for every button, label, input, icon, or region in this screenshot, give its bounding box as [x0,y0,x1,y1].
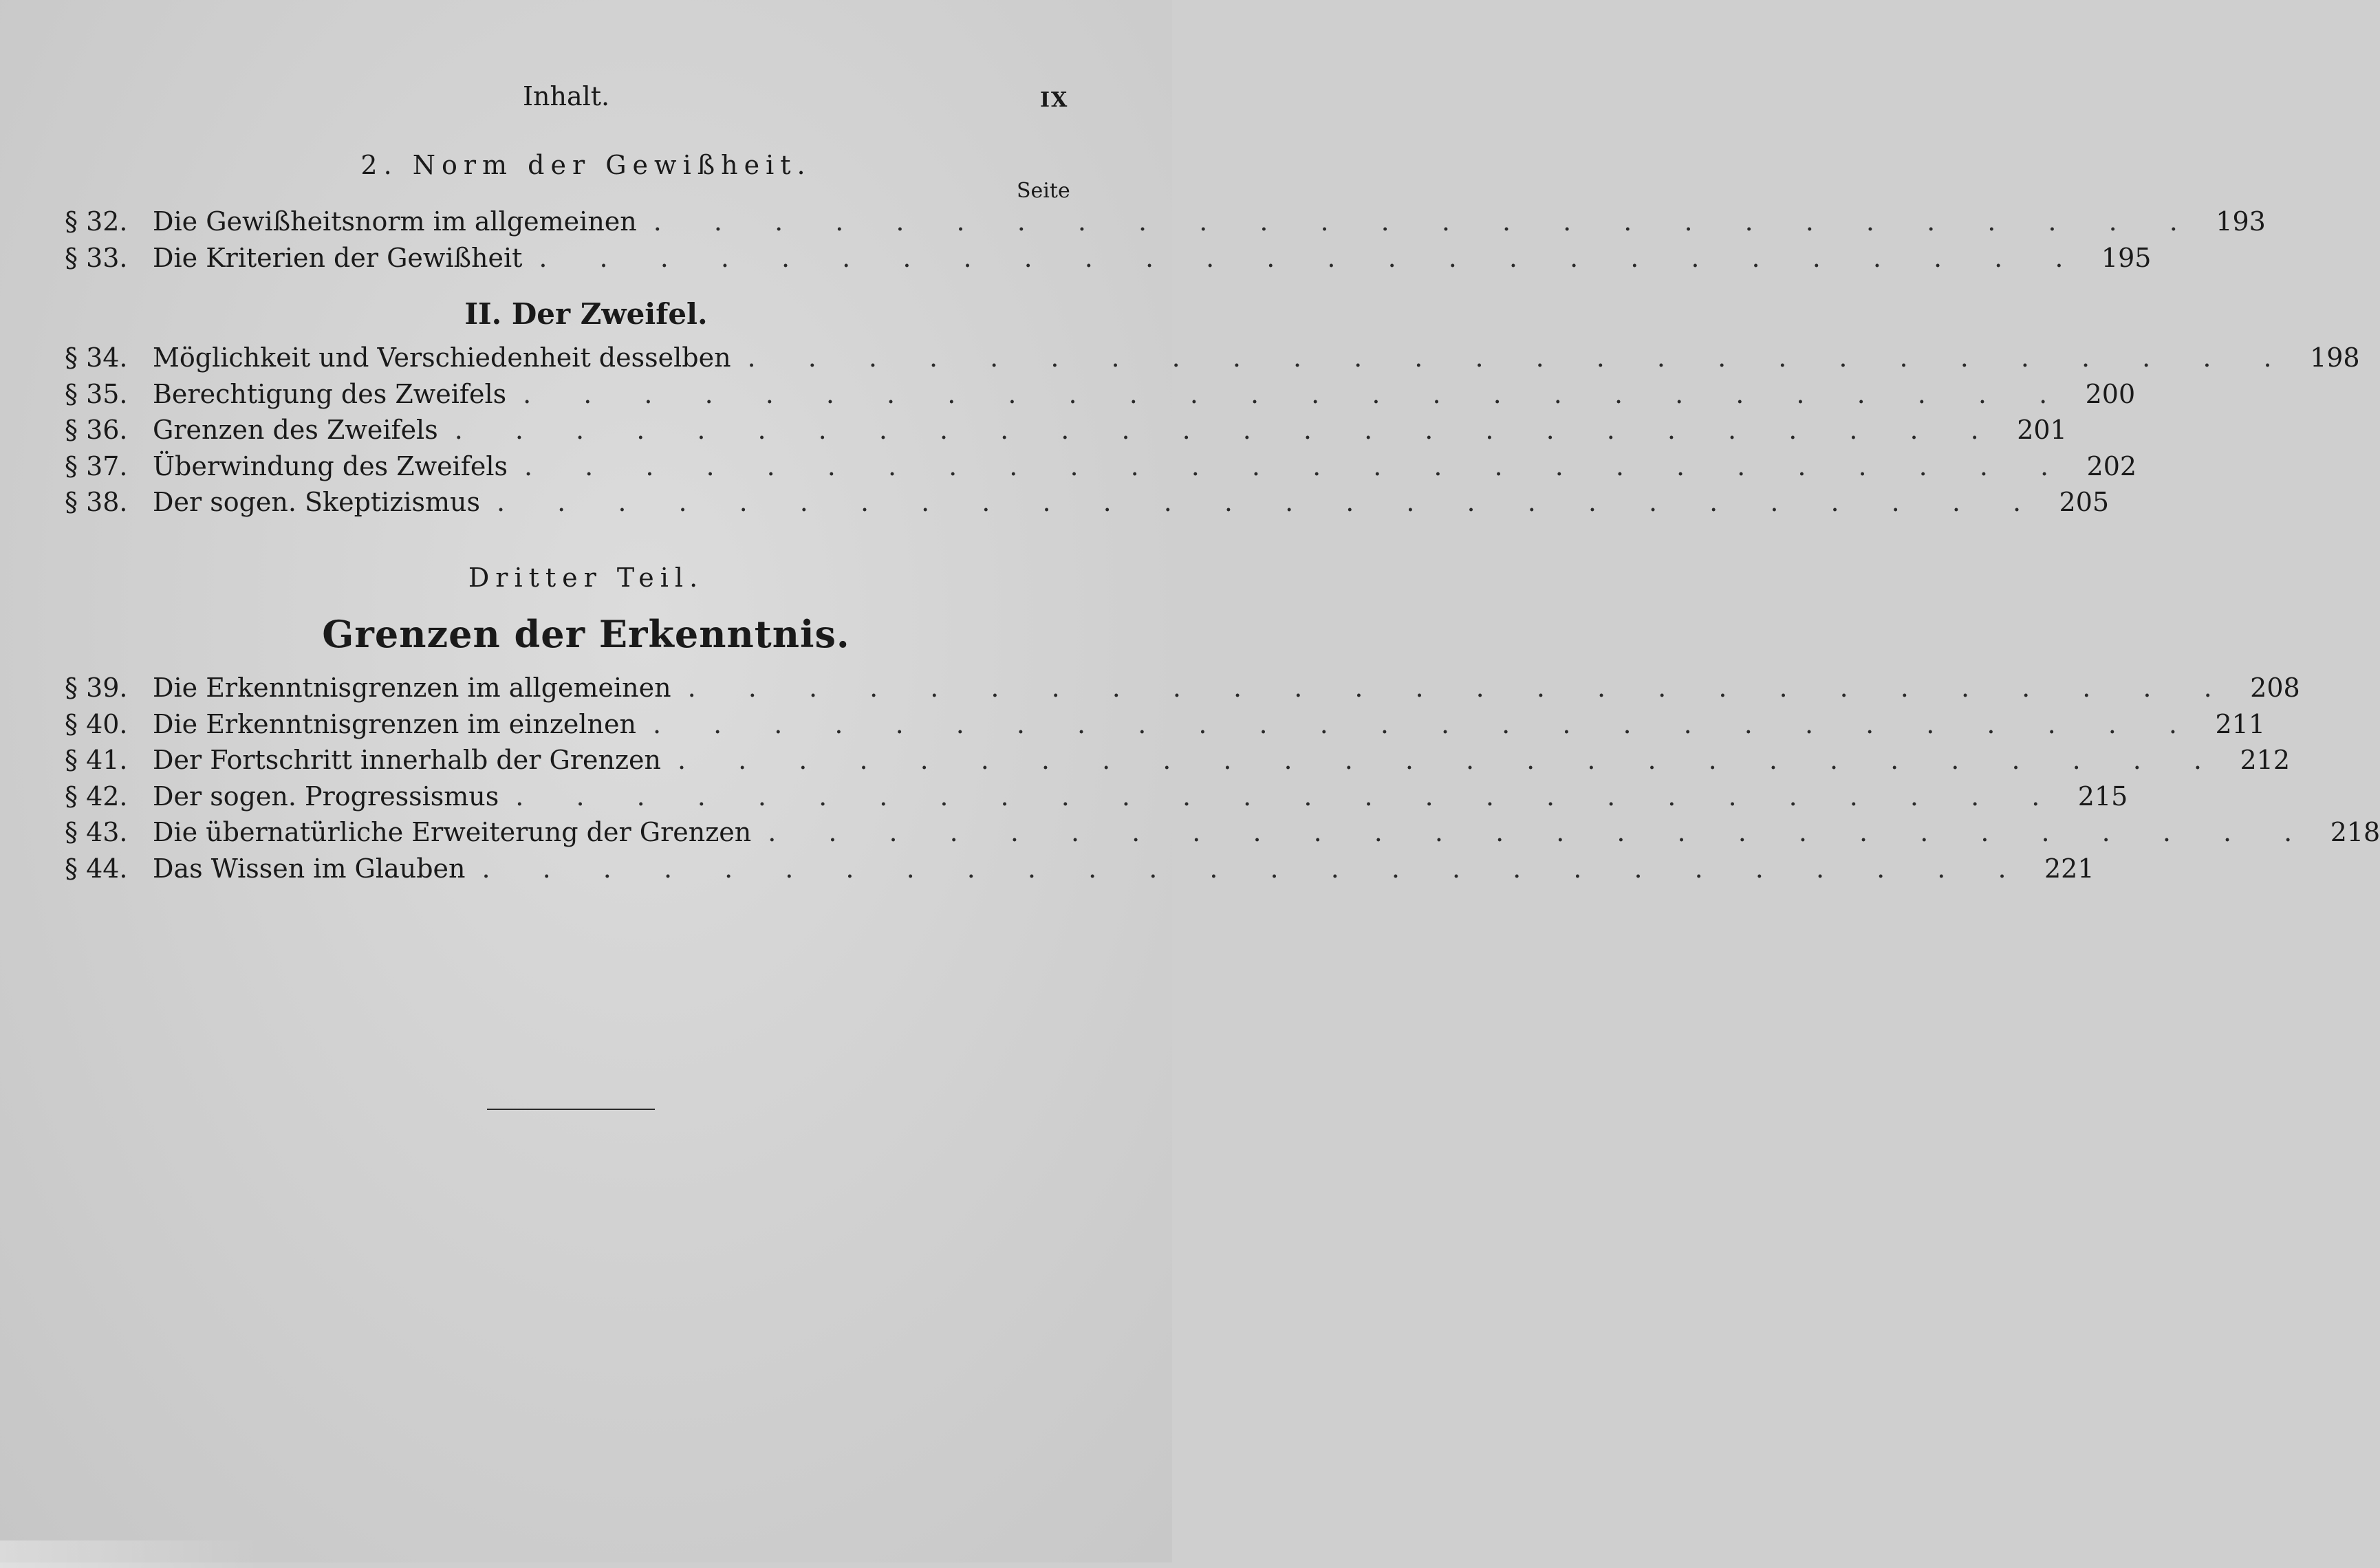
entry-title: Die Gewißheitsnorm im allgemeinen [153,206,637,237]
entry-title: Der sogen. Skeptizismus [153,487,481,517]
entry-number: § 41. [65,745,128,775]
toc-entry [65,487,2110,523]
entry-title: Überwindung des Zweifels [153,450,508,481]
entry-page: 211 [2215,708,2265,739]
entry-number: § 42. [65,781,128,812]
entry-title: Die Erkenntnisgrenzen im allgemeinen [153,673,671,703]
subsection-heading-norm: 2. Norm der Gewißheit. [360,150,812,180]
leader-dots: . . . . . . . . . . . . . . . . . . . . . . . . . . [747,342,2294,373]
entry-title: Berechtigung des Zweifels [153,378,507,409]
entry-page: 205 [2059,487,2110,517]
entry-page: 208 [2250,673,2300,703]
entry-page: 193 [2216,206,2266,237]
entry-number: § 43. [65,817,128,847]
entry-title: Grenzen des Zweifels [153,415,438,445]
entry-number: § 39. [65,673,128,703]
end-rule [487,1109,655,1110]
entry-title: Der Fortschritt innerhalb der Grenzen [153,745,661,775]
toc-entry [65,781,2128,818]
page-column-label: Seite [1017,179,1070,203]
leader-dots: . . . . . . . . . . . . . . . . . . . . . . . . . . [454,415,2001,445]
entry-page: 198 [2310,342,2360,373]
leader-dots: . . . . . . . . . . . . . . . . . . . . . . . . . . [523,378,2070,409]
entry-number: § 37. [65,450,128,481]
entry-page: 200 [2085,378,2136,409]
toc-entry [65,378,2136,415]
toc-entry [65,817,2380,853]
entry-number: § 34. [65,342,128,373]
leader-dots: . . . . . . . . . . . . . . . . . . . . . . . . . . [768,817,2315,847]
entry-page: 195 [2101,242,2152,273]
toc-entry [65,415,2067,451]
entry-title: Die Kriterien der Gewißheit [153,242,523,273]
entry-title: Die Erkenntnisgrenzen im einzelnen [153,708,636,739]
leader-dots: . . . . . . . . . . . . . . . . . . . . . . . . . . [652,708,2199,739]
leader-dots: . . . . . . . . . . . . . . . . . . . . . . . . . . [677,745,2225,775]
entry-number: § 32. [65,206,128,237]
page-number: IX [1040,88,1069,112]
entry-page: 215 [2077,781,2128,812]
section-heading-zweifel: II. Der Zweifel. [464,297,708,331]
leader-dots: . . . . . . . . . . . . . . . . . . . . . . . . . . [515,781,2062,812]
entry-title: Die übernatürliche Erweiterung der Grenzen [153,817,752,847]
entry-title: Das Wissen im Glauben [153,853,466,884]
part-label: Dritter Teil. [468,563,704,593]
leader-dots: . . . . . . . . . . . . . . . . . . . . . . . . . . [653,206,2200,237]
entry-page: 221 [2044,853,2095,884]
toc-group-norm [65,206,2266,279]
entry-title: Der sogen. Progressismus [153,781,499,812]
leader-dots: . . . . . . . . . . . . . . . . . . . . . . . . . . [482,853,2029,884]
entry-number: § 33. [65,242,128,273]
part-title: Grenzen der Erkenntnis. [322,612,850,656]
toc-entry [65,853,2095,890]
leader-dots: . . . . . . . . . . . . . . . . . . . . . . . . . . [497,487,2044,517]
leader-dots: . . . . . . . . . . . . . . . . . . . . . . . . . . [539,242,2086,273]
running-title: Inhalt. [523,81,610,111]
entry-number: § 35. [65,378,128,409]
entry-number: § 36. [65,415,128,445]
entry-number: § 38. [65,487,128,517]
toc-entry [65,673,2300,709]
toc-entry [65,708,2265,745]
toc-entry [65,745,2291,781]
entry-page: 201 [2017,415,2067,445]
watermark-band [0,1540,261,1568]
entry-page: 218 [2330,817,2380,847]
leader-dots: . . . . . . . . . . . . . . . . . . . . . . . . . . [687,673,2234,703]
toc-entry [65,242,2152,279]
toc-entry [65,206,2266,243]
toc-entry [65,342,2360,379]
toc-entry [65,450,2137,488]
toc-group-zweifel [65,342,2360,523]
entry-title: Möglichkeit und Verschiedenheit desselben [153,342,731,373]
toc-group-grenzen [65,673,2380,889]
leader-dots: . . . . . . . . . . . . . . . . . . . . . . . . . . [524,450,2071,481]
entry-page: 212 [2240,745,2291,775]
running-head [0,81,1172,122]
entry-number: § 40. [65,708,128,739]
entry-page: 202 [2086,450,2137,481]
entry-number: § 44. [65,853,128,884]
